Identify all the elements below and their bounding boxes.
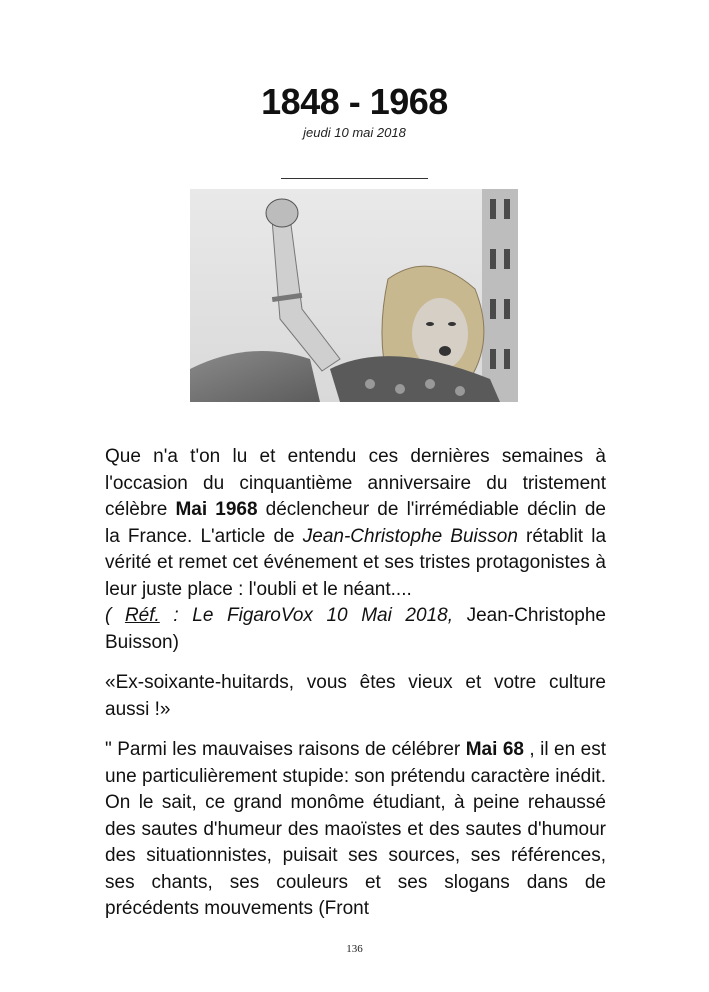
intro-text-3: rétablit la vérité et remet cet événement et ses tristes protagonistes à leur juste place : l'oubli et le néant.... — [105, 525, 607, 600]
quote-paragraph: «Ex-soixante-huitards, vous êtes vieux et votre culture aussi !» — [105, 672, 606, 720]
intro-text-1: Que n'a t'on lu et entendu ces dernières semaines à l'occasion du cinquantième anniversaire du tristement célèbre — [105, 446, 606, 520]
article-bold-mai-68: Mai 68 — [465, 739, 524, 760]
reference-source: : Le FigaroVox 10 Mai 2018, — [159, 605, 453, 626]
intro-author-name: Jean-Christophe Buisson — [302, 525, 518, 547]
title-separator — [281, 178, 428, 179]
reference-open: ( — [105, 605, 125, 626]
article-body — [105, 444, 606, 937]
page-number: 136 — [346, 943, 363, 955]
reference-link[interactable]: Réf. — [124, 605, 160, 626]
reference — [105, 605, 606, 653]
article-paragraph — [105, 737, 606, 923]
protest-photo — [190, 189, 518, 402]
intro-paragraph — [105, 444, 606, 656]
reference-author: Jean-Christophe Buisson) — [105, 605, 606, 653]
intro-text-2: déclencheur de l'irrémédiable déclin de la France. L'article de — [105, 499, 606, 547]
intro-bold-mai-1968: Mai 1968 — [175, 499, 258, 520]
article-text-1: " Parmi les mauvaises raisons de célébrer — [105, 739, 466, 760]
article-text-2: , il en est une particulièrement stupide: son prétendu caractère inédit. On le sait, ce grand monôme étudiant, à peine rehaussé des sautes d'humeur des maoïstes et des sautes d'humour des situationnistes, puisait ses sources, ses références, ses chants, ses couleurs et ses slogans dans de précédents mouvements (Front — [105, 739, 606, 919]
document-title: 1848 - 1968 — [261, 81, 448, 122]
document-date: jeudi 10 mai 2018 — [303, 125, 406, 140]
